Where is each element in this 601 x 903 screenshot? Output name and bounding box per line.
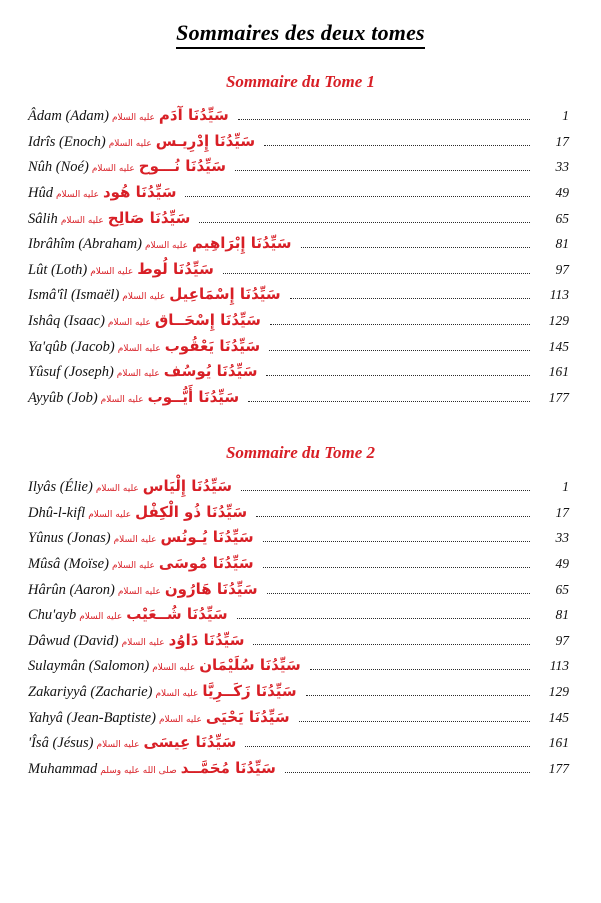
toc-entry-page: 81	[555, 236, 569, 252]
leader-dots	[235, 169, 530, 171]
honorific-icon: عليه السلام	[111, 560, 155, 571]
toc-entry-page: 177	[548, 389, 569, 405]
toc-entry[interactable]	[28, 682, 569, 701]
toc-entry-latin: Dhû-l-kifl	[28, 504, 86, 521]
leader-dots	[299, 720, 530, 722]
toc-entry-latin: Muhammad	[28, 760, 98, 777]
toc-entry-latin: Sâlih	[28, 210, 58, 227]
leader-dots	[263, 540, 530, 542]
toc-entry-arabic: سَيِّدُنَا دَاوُد	[168, 630, 245, 649]
toc-entry-latin: Lût (Loth)	[28, 261, 88, 278]
honorific-icon: عليه السلام	[95, 484, 139, 494]
toc-entry-page: 97	[555, 632, 569, 648]
toc-entry[interactable]	[28, 733, 569, 752]
toc-entry-latin: Yahyâ (Jean-Baptiste)	[28, 709, 156, 726]
toc-entry-arabic: سَيِّدُنَا هُود	[102, 182, 177, 201]
toc-entry-arabic: سَيِّدُنَا إِبْرَاهِيم	[191, 234, 292, 253]
toc-entry[interactable]	[28, 157, 569, 176]
honorific-icon: عليه السلام	[79, 612, 123, 623]
toc-entry-latin: Hûd	[28, 184, 53, 201]
honorific-icon: عليه السلام	[158, 714, 202, 725]
toc-entry[interactable]	[28, 183, 569, 202]
toc-entry[interactable]	[28, 260, 569, 279]
toc-entry-page: 49	[555, 184, 569, 200]
section-tome-1	[22, 72, 579, 407]
toc-entry-latin: Ismâ'îl (Ismaël)	[28, 287, 120, 304]
leader-dots	[263, 566, 530, 568]
toc-entry[interactable]	[28, 477, 569, 496]
leader-dots	[290, 297, 530, 299]
honorific-icon: عليه السلام	[117, 586, 161, 597]
toc-entry-latin: Ilyâs (Élie)	[28, 479, 93, 495]
leader-dots	[256, 515, 530, 517]
toc-entry-arabic: سَيِّدُنَا مُحَمَّــد	[180, 758, 276, 777]
toc-entry-arabic: سَيِّدُنَا أَيُّــوب	[147, 387, 240, 406]
toc-entry[interactable]	[28, 631, 569, 650]
honorific-icon: عليه السلام	[88, 509, 132, 520]
toc-entry-latin: Nûh (Noé)	[28, 159, 89, 176]
toc-entry-page: 1	[562, 108, 569, 123]
leader-dots	[238, 118, 530, 120]
toc-entry-arabic: سَيِّدُنَا يَعْقُوب	[164, 336, 261, 355]
toc-entry[interactable]	[28, 759, 569, 778]
toc-entry-page: 49	[555, 555, 569, 571]
toc-entry-arabic: سَيِّدُنَا ذُو الْكِفْل	[135, 502, 248, 521]
leader-dots	[270, 323, 530, 325]
toc-entry-arabic: سَيِّدُنَا لُوط	[137, 259, 214, 278]
page-title	[22, 20, 579, 46]
leader-dots	[237, 617, 530, 619]
toc-entry-page: 113	[549, 287, 569, 303]
toc-entry-latin: Idrîs (Enoch)	[28, 133, 106, 150]
section-title-tome-1: Sommaire du Tome 1	[225, 72, 376, 91]
toc-entry-page: 65	[555, 581, 569, 597]
toc-entry[interactable]	[28, 209, 569, 228]
leader-dots	[310, 668, 530, 670]
toc-entry-latin: Yûsuf (Joseph)	[28, 364, 114, 381]
toc-entry[interactable]	[28, 503, 569, 522]
toc-entry-latin: Dâwud (David)	[28, 632, 119, 649]
leader-dots	[267, 592, 530, 594]
section-title-tome-2: Sommaire du Tome 2	[225, 443, 376, 462]
toc-entry-page: 33	[555, 530, 569, 546]
honorific-icon: عليه السلام	[108, 138, 152, 149]
toc-entry-latin: Yûnus (Jonas)	[28, 530, 111, 547]
toc-entry-page: 145	[548, 709, 569, 725]
toc-entry[interactable]	[28, 580, 569, 599]
leader-dots	[185, 195, 530, 197]
honorific-icon: عليه السلام	[96, 740, 140, 751]
toc-entry-arabic: سَيِّدُنَا إِلْيَاس	[142, 477, 233, 495]
honorific-icon: عليه السلام	[122, 292, 166, 303]
toc-entry-latin: Chu'ayb	[28, 607, 77, 624]
toc-entry-arabic: سَيِّدُنَا مُوسَى	[158, 553, 254, 572]
toc-entry-arabic: سَيِّدُنَا يُوسُف	[163, 362, 258, 381]
honorific-icon: عليه السلام	[107, 318, 151, 328]
toc-entry-latin: Ya'qûb (Jacob)	[28, 338, 115, 355]
honorific-icon: عليه السلام	[90, 266, 134, 277]
toc-entry[interactable]	[28, 285, 569, 304]
toc-entry-arabic: سَيِّدُنَا إِدْرِيـس	[155, 131, 256, 150]
leader-dots	[245, 745, 530, 747]
section-tome-2	[22, 443, 579, 778]
toc-entry-arabic: سَيِّدُنَا صَالِح	[107, 208, 191, 227]
honorific-icon: عليه السلام	[55, 189, 99, 200]
honorific-icon: عليه السلام	[100, 394, 144, 405]
toc-entry-page: 113	[549, 658, 569, 674]
toc-entry-page: 177	[548, 760, 569, 776]
toc-entry-arabic: سَيِّدُنَا يَحْيَى	[205, 707, 290, 726]
honorific-icon: عليه السلام	[155, 689, 199, 699]
toc-entry-page: 161	[548, 364, 569, 380]
toc-entry[interactable]	[28, 605, 569, 624]
honorific-icon: عليه السلام	[113, 535, 157, 546]
leader-dots	[253, 643, 530, 645]
honorific-icon: عليه السلام	[60, 215, 104, 226]
leader-dots	[241, 489, 530, 491]
honorific-icon: عليه السلام	[111, 113, 155, 123]
leader-dots	[269, 349, 530, 351]
toc-entry-latin: Ibrâhîm (Abraham)	[28, 236, 142, 253]
toc-entry-page: 129	[548, 313, 569, 328]
leader-dots	[266, 374, 530, 376]
leader-dots	[285, 771, 530, 773]
honorific-icon: عليه السلام	[116, 369, 160, 380]
honorific-icon: عليه السلام	[121, 637, 165, 648]
toc-entry-latin: Ayyûb (Job)	[28, 389, 98, 406]
toc-entry-latin: 'Îsâ (Jésus)	[28, 735, 94, 752]
toc-entry[interactable]	[28, 362, 569, 381]
toc-entry-arabic: سَيِّدُنَا نُـــوح	[138, 157, 227, 176]
toc-entry-page: 1	[562, 479, 569, 494]
toc-entry-arabic: سَيِّدُنَا آدَم	[158, 106, 229, 124]
toc-entry-arabic: سَيِّدُنَا شُــعَيْب	[126, 605, 228, 624]
toc-entry-page: 17	[555, 504, 569, 520]
toc-entry[interactable]	[28, 106, 569, 125]
toc-entry[interactable]	[28, 528, 569, 547]
toc-entry[interactable]	[28, 132, 569, 151]
toc-entry-latin: Zakariyyâ (Zacharie)	[28, 684, 153, 700]
toc-entry[interactable]	[28, 234, 569, 253]
honorific-icon: عليه السلام	[144, 241, 188, 252]
leader-dots	[264, 144, 530, 146]
toc-entry-latin: Ishâq (Isaac)	[28, 313, 105, 329]
leader-dots	[248, 400, 530, 402]
toc-entry-latin: Hârûn (Aaron)	[28, 581, 115, 598]
toc-entry-page: 81	[555, 607, 569, 623]
page-title-text: Sommaires des deux tomes	[176, 20, 425, 49]
toc-entry[interactable]	[28, 388, 569, 407]
toc-entry-latin: Sulaymân (Salomon)	[28, 658, 150, 675]
leader-dots	[306, 694, 530, 696]
toc-entry[interactable]	[28, 337, 569, 356]
toc-entry-arabic: سَيِّدُنَا زَكَــرِيَّا	[202, 682, 297, 700]
toc-entry-arabic: سَيِّدُنَا عِيسَى	[143, 733, 237, 752]
toc-entry[interactable]	[28, 656, 569, 675]
honorific-icon: عليه السلام	[152, 663, 196, 674]
toc-entry[interactable]	[28, 554, 569, 573]
leader-dots	[223, 272, 530, 274]
toc-entry[interactable]	[28, 708, 569, 727]
toc-list-tome-1	[22, 106, 579, 407]
honorific-icon: عليه السلام	[91, 164, 135, 175]
toc-entry-arabic: سَيِّدُنَا يُـونُس	[160, 528, 254, 547]
toc-entry-arabic: سَيِّدُنَا سُلَيْمَان	[199, 656, 301, 675]
leader-dots	[199, 221, 530, 223]
toc-entry-page: 17	[555, 133, 569, 149]
honorific-icon: صلى الله عليه وسلم	[100, 765, 177, 776]
toc-entry-page: 65	[555, 210, 569, 226]
toc-entry-latin: Âdam (Adam)	[28, 108, 109, 124]
toc-entry-page: 145	[548, 338, 569, 354]
toc-entry-latin: Mûsâ (Moïse)	[28, 555, 109, 572]
leader-dots	[301, 246, 530, 248]
toc-entry-page: 97	[555, 261, 569, 277]
honorific-icon: عليه السلام	[117, 343, 161, 354]
toc-entry-page: 161	[548, 735, 569, 751]
toc-entry-page: 33	[555, 159, 569, 175]
toc-entry-arabic: سَيِّدُنَا إِسْمَاعِيل	[169, 285, 281, 304]
toc-entry-page: 129	[548, 684, 569, 699]
toc-entry-arabic: سَيِّدُنَا هَارُون	[164, 579, 258, 598]
toc-entry[interactable]	[28, 311, 569, 330]
toc-entry-arabic: سَيِّدُنَا إِسْحَــاق	[154, 311, 261, 329]
toc-list-tome-2	[22, 477, 579, 778]
